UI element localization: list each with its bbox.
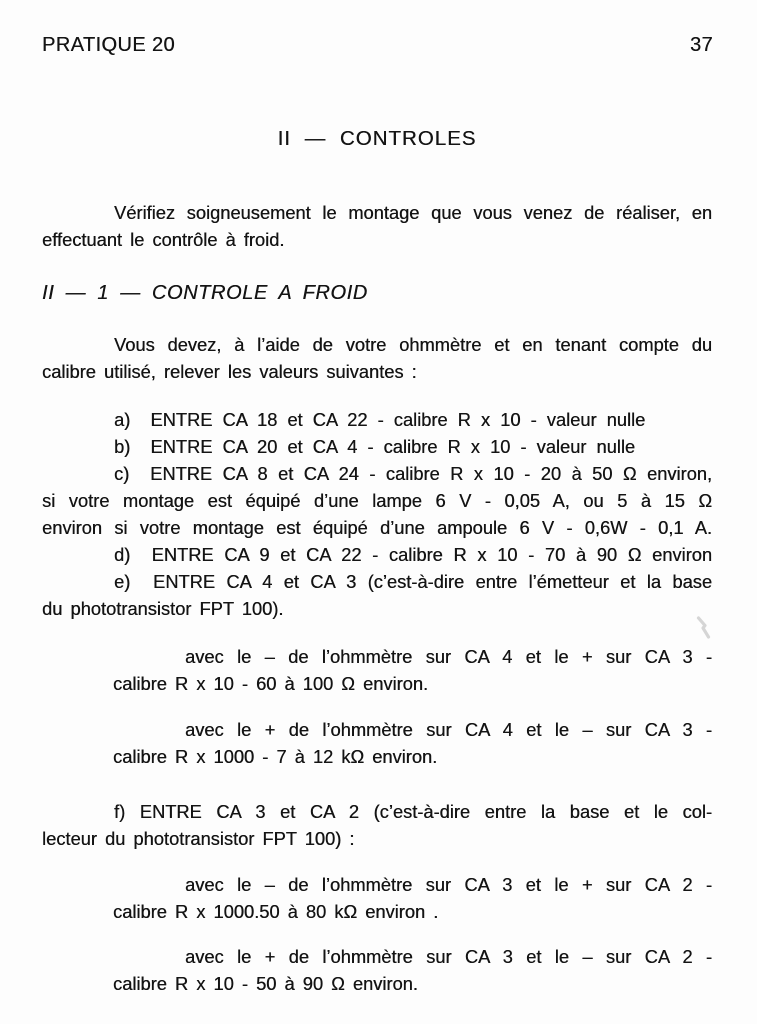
intro-paragraph (42, 199, 712, 253)
item-f-paragraph (42, 798, 712, 852)
measurement-2-line-1: avec le + de l’ohmmètre sur CA 4 et le – sur CA 3 - (185, 719, 712, 740)
instruction-line-1: Vous devez, à l’aide de votre ohmmètre et en tenant compte du (114, 334, 712, 355)
item-e-line-1: e) ENTRE CA 4 et CA 3 (c’est-à-dire entre l’émetteur et la base (114, 571, 712, 592)
measurement-2-line-2: calibre R x 1000 - 7 à 12 kΩ environ. (113, 746, 438, 767)
measurement-3 (113, 871, 712, 925)
measurement-1-line-2: calibre R x 10 - 60 à 100 Ω environ. (113, 673, 429, 694)
section-title: II — CONTROLES (277, 127, 477, 150)
instruction-paragraph (42, 331, 712, 385)
item-f-line-1: f) ENTRE CA 3 et CA 2 (c’est-à-dire entre la base et le col- (114, 801, 712, 822)
item-c-line-2: si votre montage est équipé d’une lampe 6 V - 0,05 A, ou 5 à 15 Ω (42, 490, 712, 511)
measurement-2 (113, 716, 712, 770)
instruction-line-2: calibre utilisé, relever les valeurs suivantes : (42, 361, 417, 382)
item-d-line-1: d) ENTRE CA 9 et CA 22 - calibre R x 10 - 70 à 90 Ω environ (114, 544, 712, 565)
measurement-1 (113, 643, 712, 697)
header-left-label: PRATIQUE 20 (42, 34, 175, 56)
item-c-line-1: c) ENTRE CA 8 et CA 24 - calibre R x 10 - 20 à 50 Ω environ, (114, 463, 712, 484)
intro-line-2: effectuant le contrôle à froid. (42, 229, 285, 250)
page-header (0, 0, 757, 57)
item-a-line-1: a) ENTRE CA 18 et CA 22 - calibre R x 10 - valeur nulle (114, 409, 646, 430)
item-c-line-3: environ si votre montage est équipé d’une ampoule 6 V - 0,6W - 0,1 A. (42, 517, 712, 538)
measurement-4 (113, 943, 712, 997)
measurement-4-line-2: calibre R x 10 - 50 à 90 Ω environ. (113, 973, 418, 994)
measurement-1-line-1: avec le – de l’ohmmètre sur CA 4 et le + sur CA 3 - (185, 646, 712, 667)
subsection-heading: II — 1 — CONTROLE A FROID (42, 282, 368, 304)
measurement-3-line-2: calibre R x 1000.50 à 80 kΩ environ . (113, 901, 439, 922)
measurement-3-line-1: avec le – de l’ohmmètre sur CA 3 et le + sur CA 2 - (185, 874, 712, 895)
page-number: 37 (689, 34, 713, 56)
checks-list (42, 406, 712, 622)
intro-line-1: Vérifiez soigneusement le montage que vous venez de réaliser, en (114, 202, 712, 223)
item-b-line-1: b) ENTRE CA 20 et CA 4 - calibre R x 10 - valeur nulle (114, 436, 636, 457)
measurement-4-line-1: avec le + de l’ohmmètre sur CA 3 et le – sur CA 2 - (185, 946, 712, 967)
item-f-line-2: lecteur du phototransistor FPT 100) : (42, 828, 355, 849)
item-e-line-2: du phototransistor FPT 100). (42, 598, 284, 619)
page-content (0, 199, 757, 997)
